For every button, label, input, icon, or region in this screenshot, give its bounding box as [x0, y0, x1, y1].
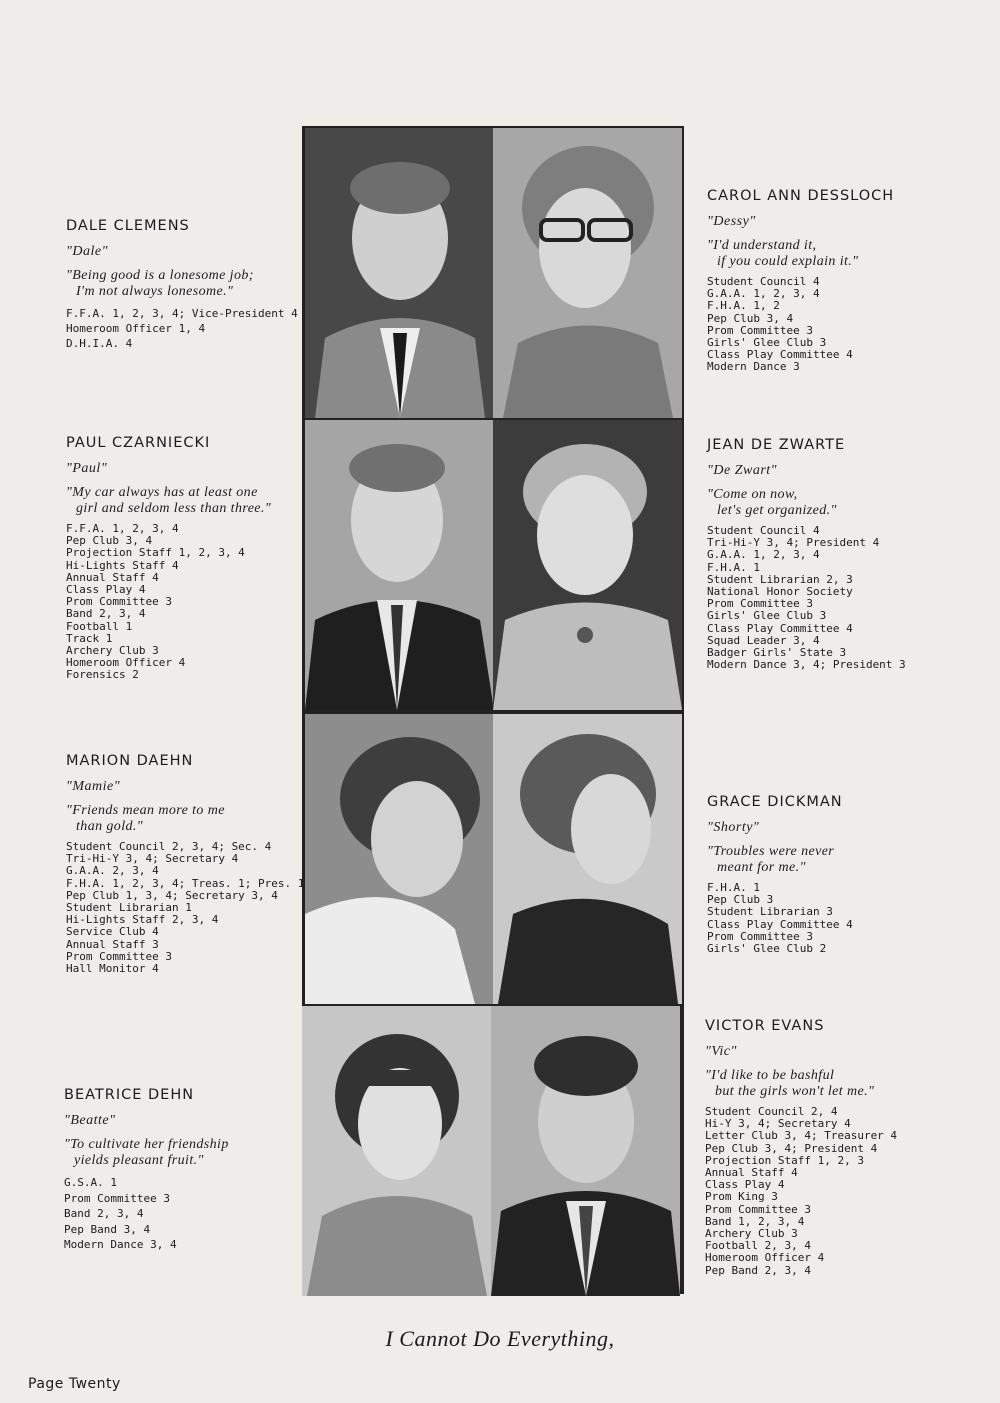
quote-line: than gold." [76, 819, 144, 834]
activity: Annual Staff 3 [66, 937, 159, 951]
activity-list [66, 841, 306, 975]
activity-list [707, 882, 937, 955]
activity: Girls' Glee Club 2 [707, 942, 827, 956]
activity: Class Play 4 [66, 583, 146, 597]
bio-paul-czarniecki [66, 435, 306, 682]
activity-list [66, 523, 306, 682]
bio-carol-ann-dessloch [707, 188, 937, 374]
activity: Archery Club 3 [705, 1227, 798, 1241]
activity: Pep Club 1, 3, 4; Secretary 3, 4 [66, 888, 278, 902]
activity: Projection Staff 1, 2, 3 [705, 1153, 864, 1167]
quote-line: "I'd understand it, [707, 238, 817, 253]
portrait-marion-daehn [305, 714, 494, 1004]
activity: Class Play Committee 4 [707, 348, 853, 362]
activity: G.A.A. 1, 2, 3, 4 [707, 548, 820, 562]
activity-list [66, 306, 306, 351]
quote-line: "Troubles were never [707, 844, 835, 859]
activity: F.F.A. 1, 2, 3, 4; Vice-President 4 [66, 307, 298, 320]
activity: Prom Committee 3 [707, 323, 813, 337]
activity: Homeroom Officer 4 [66, 656, 186, 670]
senior-quote [707, 487, 937, 519]
quote-line: I'm not always lonesome." [76, 284, 234, 299]
activity: F.F.A. 1, 2, 3, 4 [66, 522, 179, 535]
activity: Pep Band 2, 3, 4 [705, 1263, 811, 1277]
activity: Forensics 2 [66, 668, 139, 682]
quote-line: "Friends mean more to me [66, 803, 225, 818]
activity: Girls' Glee Club 3 [707, 336, 827, 350]
activity: Class Play Committee 4 [707, 917, 853, 931]
activity: Homeroom Officer 4 [705, 1251, 825, 1265]
bio-grace-dickman [707, 794, 937, 955]
activity: Prom King 3 [705, 1190, 778, 1204]
quote-line: yields pleasant fruit." [74, 1153, 204, 1168]
portrait-paul-czarniecki [305, 420, 494, 710]
activity: Football 1 [66, 619, 133, 633]
activity: F.H.A. 1 [707, 560, 760, 574]
activity: Prom Committee 3 [705, 1202, 811, 1216]
portrait-dale-clemens [305, 128, 494, 418]
portrait-grid [302, 126, 684, 1294]
senior-name: MARION DAEHN [66, 753, 194, 769]
activity: Service Club 4 [66, 925, 159, 939]
senior-nickname: "Dale" [66, 244, 108, 259]
activity-list [64, 1175, 304, 1253]
activity: F.H.A. 1 [707, 881, 760, 894]
activity: D.H.I.A. 4 [66, 337, 133, 350]
senior-nickname: "Dessy" [707, 214, 756, 229]
senior-name: PAUL CZARNIECKI [66, 435, 211, 451]
activity: Modern Dance 3, 4 [64, 1238, 177, 1251]
senior-name: JEAN DE ZWARTE [707, 437, 846, 453]
senior-nickname: "Paul" [66, 461, 108, 476]
activity-list [707, 525, 937, 671]
activity: Letter Club 3, 4; Treasurer 4 [705, 1129, 898, 1143]
senior-name: BEATRICE DEHN [64, 1087, 195, 1103]
activity-list [707, 276, 937, 374]
senior-nickname: "Beatte" [64, 1113, 116, 1128]
activity: F.H.A. 1, 2 [707, 299, 780, 313]
quote-line: "Being good is a lonesome job; [66, 268, 254, 283]
activity: Hi-Lights Staff 4 [66, 558, 179, 572]
activity: Modern Dance 3, 4; President 3 [707, 658, 906, 672]
portrait-beatrice-dehn [302, 1006, 491, 1296]
senior-quote [66, 803, 306, 835]
senior-name: CAROL ANN DESSLOCH [707, 188, 895, 204]
activity: Girls' Glee Club 3 [707, 609, 827, 623]
activity: National Honor Society [707, 585, 853, 599]
activity: Prom Committee 3 [66, 595, 172, 609]
bio-jean-de-zwarte [707, 437, 937, 671]
senior-nickname: "Mamie" [66, 779, 121, 794]
page-number: Page Twenty [28, 1376, 121, 1392]
quote-line: "To cultivate her friendship [64, 1137, 229, 1152]
activity: Prom Committee 3 [707, 929, 813, 943]
quote-line: girl and seldom less than three." [76, 501, 272, 516]
activity: Band 2, 3, 4 [64, 1207, 144, 1220]
activity: Annual Staff 4 [705, 1166, 798, 1180]
activity: Student Council 2, 3, 4; Sec. 4 [66, 840, 272, 853]
activity: Pep Club 3, 4; President 4 [705, 1141, 878, 1155]
activity: Football 2, 3, 4 [705, 1239, 811, 1253]
portrait-victor-evans [491, 1006, 680, 1296]
bio-victor-evans [705, 1018, 935, 1277]
portrait-carol-ann-dessloch [493, 128, 682, 418]
senior-quote [66, 268, 306, 300]
quote-line: let's get organized." [717, 503, 837, 518]
activity: G.A.A. 2, 3, 4 [66, 864, 159, 878]
activity: G.S.A. 1 [64, 1176, 117, 1189]
senior-quote [66, 485, 306, 517]
bio-dale-clemens [66, 218, 306, 351]
activity: Class Play 4 [705, 1178, 785, 1192]
activity: Hi-Lights Staff 2, 3, 4 [66, 913, 219, 927]
quote-line: if you could explain it." [717, 254, 859, 269]
senior-quote [705, 1068, 935, 1100]
activity: Prom Committee 3 [66, 949, 172, 963]
senior-quote [707, 238, 937, 270]
activity: Class Play Committee 4 [707, 621, 853, 635]
quote-line: "My car always has at least one [66, 485, 258, 500]
activity: Tri-Hi-Y 3, 4; Secretary 4 [66, 852, 239, 866]
activity-list [705, 1106, 935, 1277]
activity: Projection Staff 1, 2, 3, 4 [66, 546, 245, 560]
activity: Homeroom Officer 1, 4 [66, 322, 206, 335]
activity: Student Council 4 [707, 275, 820, 288]
senior-name: DALE CLEMENS [66, 218, 190, 234]
senior-name: GRACE DICKMAN [707, 794, 843, 810]
activity: Hi-Y 3, 4; Secretary 4 [705, 1117, 851, 1131]
quote-line: "Come on now, [707, 487, 798, 502]
activity: Annual Staff 4 [66, 570, 159, 584]
quote-line: "I'd like to be bashful [705, 1068, 835, 1083]
activity: Squad Leader 3, 4 [707, 633, 820, 647]
activity: Student Librarian 1 [66, 901, 192, 915]
activity: Pep Club 3, 4 [66, 534, 153, 548]
bio-beatrice-dehn [64, 1087, 304, 1253]
activity: Prom Committee 3 [707, 597, 813, 611]
activity: F.H.A. 1, 2, 3, 4; Treas. 1; Pres. 1 [66, 876, 305, 890]
activity: Modern Dance 3 [707, 360, 800, 374]
senior-nickname: "De Zwart" [707, 463, 778, 478]
activity: Tri-Hi-Y 3, 4; President 4 [707, 536, 880, 550]
activity: Badger Girls' State 3 [707, 646, 847, 660]
quote-line: but the girls won't let me." [715, 1084, 875, 1099]
activity: Track 1 [66, 631, 113, 645]
page-motto: I Cannot Do Everything, [385, 1326, 615, 1351]
activity: Hall Monitor 4 [66, 962, 159, 976]
activity: Student Librarian 3 [707, 905, 833, 919]
senior-name: VICTOR EVANS [705, 1018, 825, 1034]
senior-nickname: "Shorty" [707, 820, 760, 835]
senior-nickname: "Vic" [705, 1044, 737, 1059]
activity: Prom Committee 3 [64, 1191, 170, 1205]
activity: Band 2, 3, 4 [66, 607, 146, 621]
activity: Student Council 4 [707, 524, 820, 537]
activity: G.A.A. 1, 2, 3, 4 [707, 287, 820, 301]
activity: Pep Club 3 [707, 893, 774, 907]
activity: Student Librarian 2, 3 [707, 572, 853, 586]
quote-line: meant for me." [717, 860, 806, 875]
activity: Student Council 2, 4 [705, 1105, 838, 1118]
portrait-grace-dickman [493, 714, 682, 1004]
portrait-jean-de-zwarte [493, 420, 682, 710]
activity: Band 1, 2, 3, 4 [705, 1214, 805, 1228]
bio-marion-daehn [66, 753, 306, 975]
activity: Archery Club 3 [66, 644, 159, 658]
activity: Pep Band 3, 4 [64, 1222, 151, 1236]
senior-quote [707, 844, 937, 876]
senior-quote [64, 1137, 304, 1169]
activity: Pep Club 3, 4 [707, 311, 794, 325]
